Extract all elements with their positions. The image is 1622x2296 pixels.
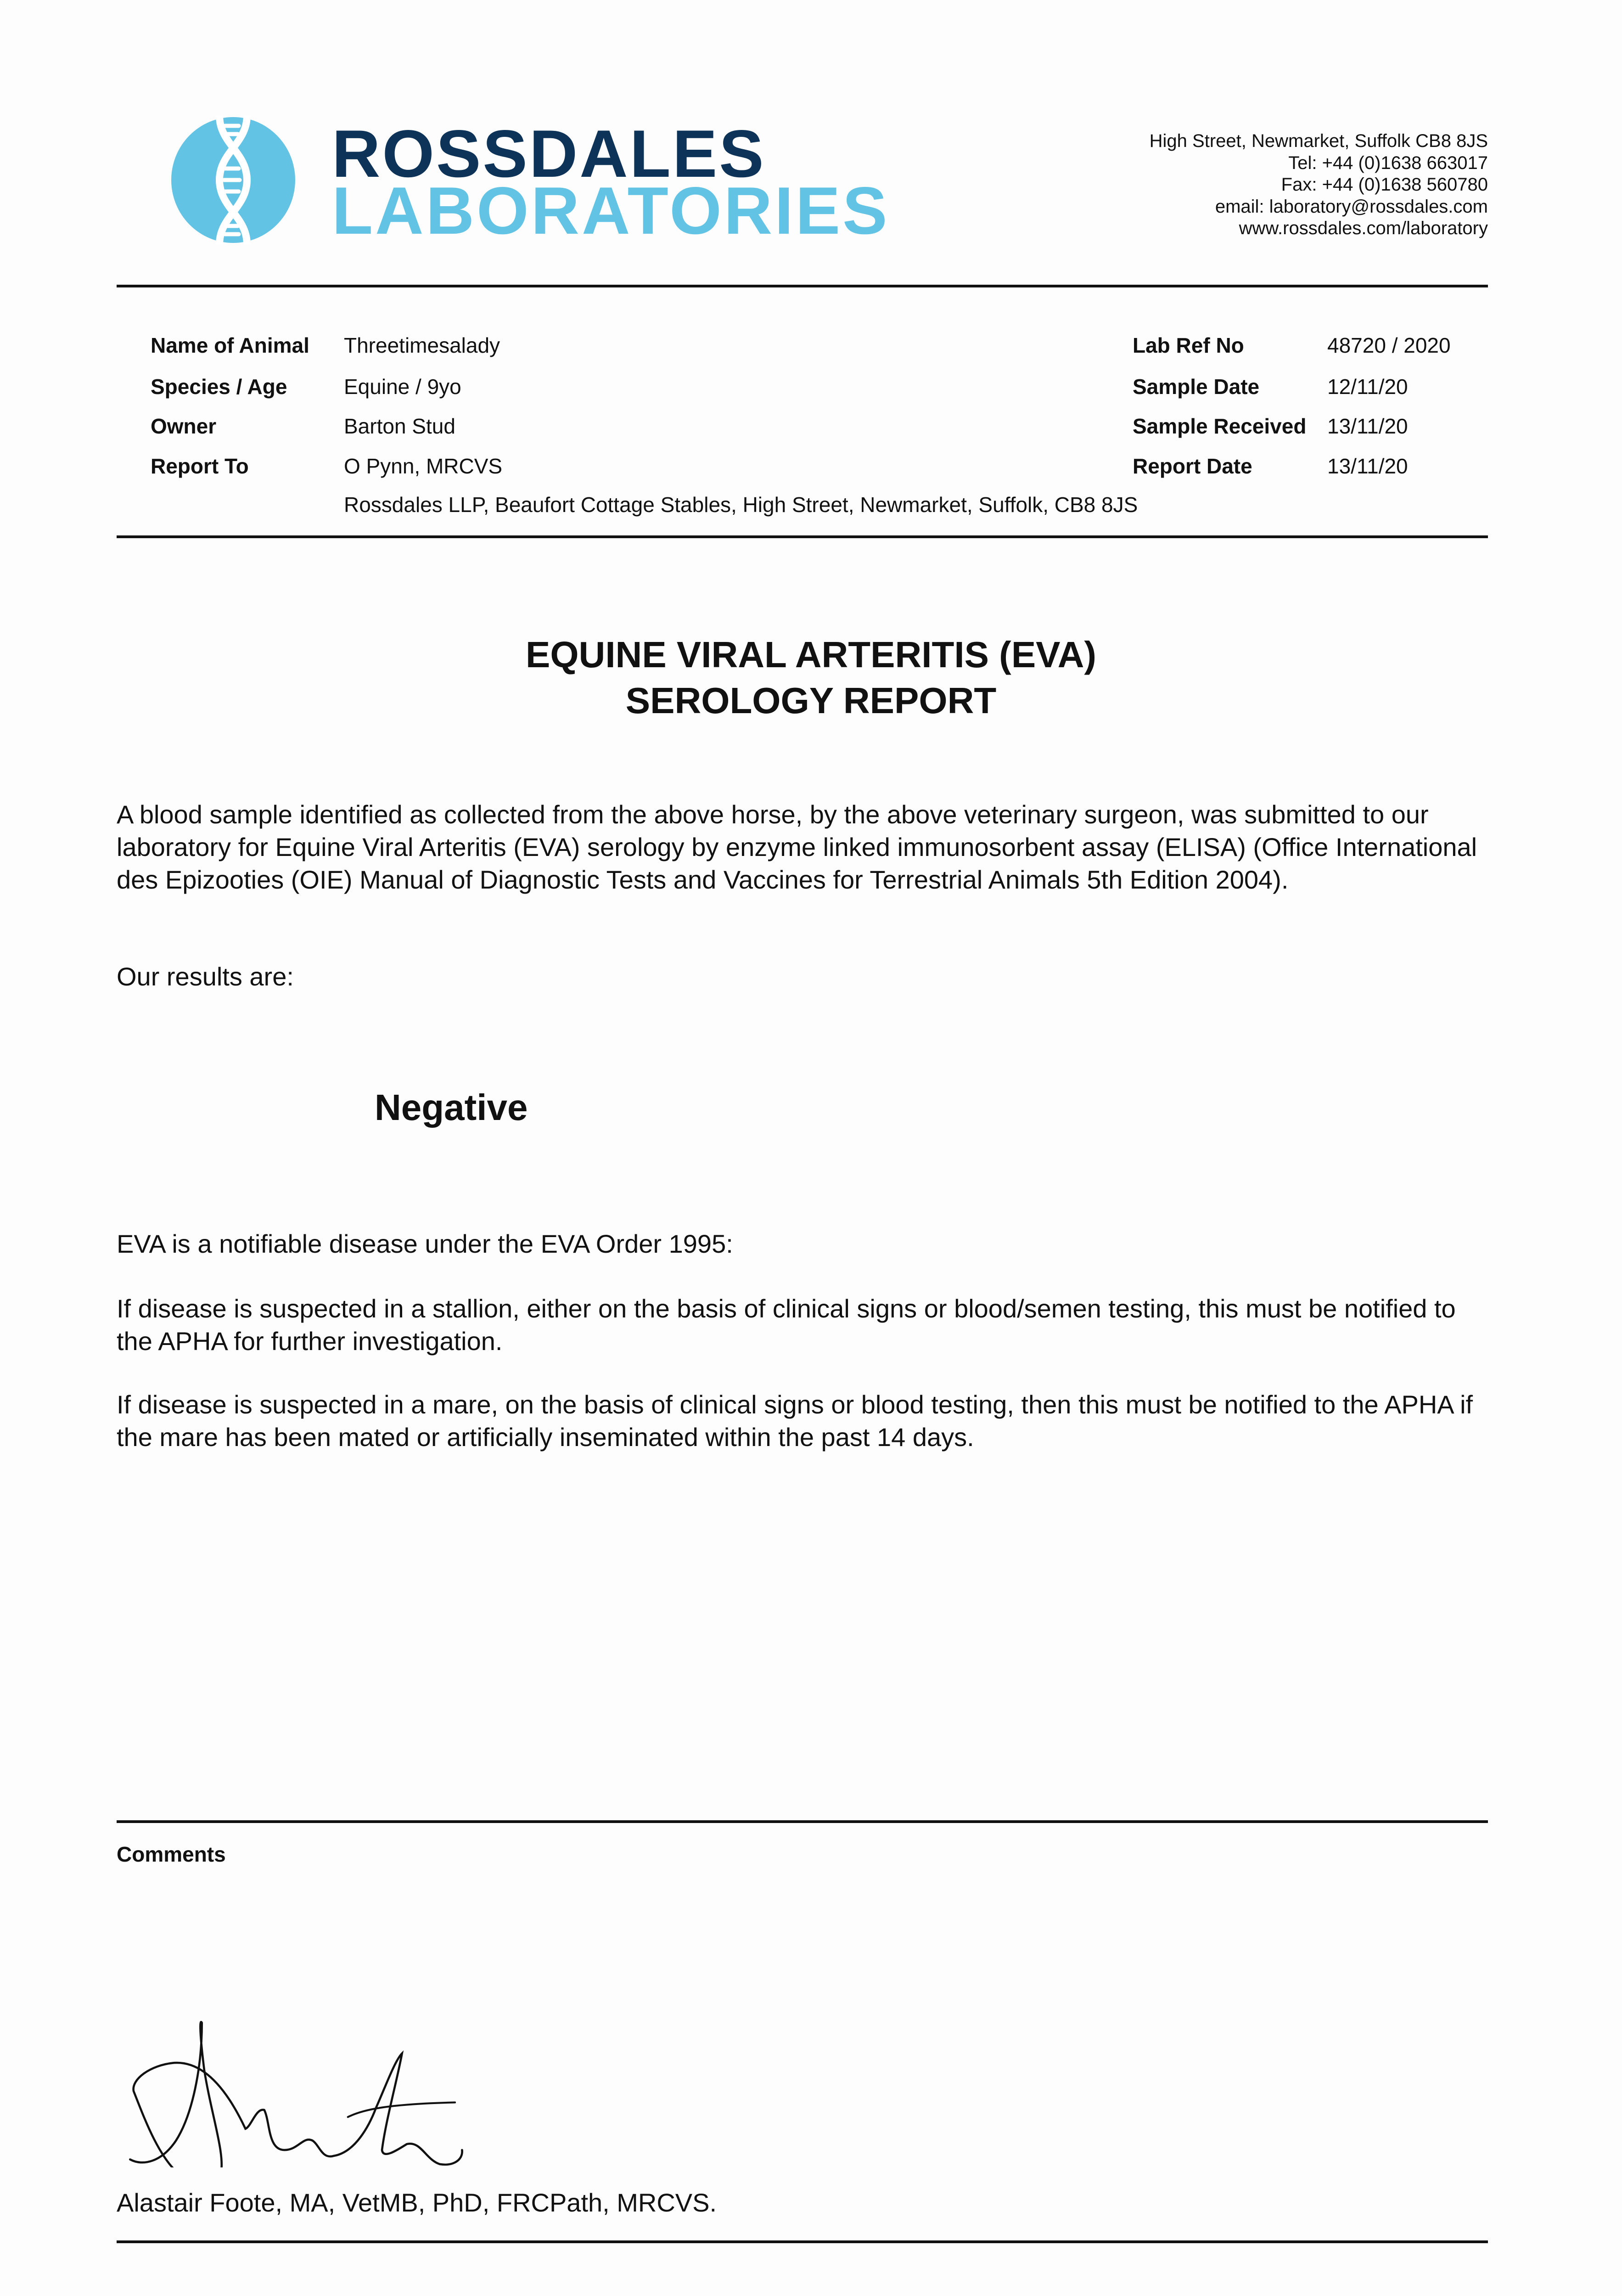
- signatory-name: Alastair Foote, MA, VetMB, PhD, FRCPath, MRCVS.: [117, 2188, 717, 2217]
- detail-value: 13/11/20: [1327, 414, 1408, 438]
- details-divider: [117, 535, 1488, 538]
- detail-value: Barton Stud: [344, 414, 455, 438]
- detail-label: Name of Animal: [151, 333, 309, 357]
- contact-address: High Street, Newmarket, Suffolk CB8 8JS: [1149, 131, 1488, 151]
- header-divider: [117, 285, 1488, 287]
- detail-label: Report To: [151, 454, 249, 478]
- contact-tel: Tel: +44 (0)1638 663017: [1288, 152, 1488, 173]
- brand-name-line2: LABORATORIES: [332, 173, 890, 248]
- notifiable-statement: EVA is a notifiable disease under the EVA Order 1995:: [117, 1229, 733, 1258]
- detail-value: 13/11/20: [1327, 454, 1408, 478]
- contact-block: [1150, 130, 1488, 240]
- dna-helix-icon: [170, 116, 297, 244]
- result-value: Negative: [375, 1087, 528, 1128]
- brand-name-line1: ROSSDALES: [332, 116, 766, 191]
- report-title-line1: EQUINE VIRAL ARTERITIS (EVA): [525, 634, 1097, 675]
- detail-label: Species / Age: [151, 375, 287, 399]
- detail-value: 12/11/20: [1327, 375, 1408, 399]
- stallion-note: If disease is suspected in a stallion, either on the basis of clinical signs or blood/semen testing, this must be notified to the APHA for further investigation.: [117, 1294, 1456, 1356]
- comments-divider: [117, 1820, 1488, 1823]
- report-title-line2: SEROLOGY REPORT: [625, 680, 997, 721]
- results-intro: Our results are:: [117, 962, 294, 991]
- detail-label: Sample Date: [1133, 375, 1260, 399]
- intro-paragraph: A blood sample identified as collected from the above horse, by the above veterinary surgeon, was submitted to our laboratory for Equine Viral Arteritis (EVA) serology by enzyme linked immunosorbent assay (ELISA) (Office International des Epizooties (OIE) Manual of Diagnostic Tests and Vaccines for Terrestrial Animals 5th Edition 2004).: [117, 800, 1477, 894]
- contact-web: www.rossdales.com/laboratory: [1239, 218, 1488, 238]
- detail-label: Sample Received: [1133, 414, 1307, 438]
- detail-value: 48720 / 2020: [1327, 333, 1451, 357]
- detail-value: Threetimesalady: [344, 333, 500, 357]
- signature: [115, 2020, 482, 2167]
- detail-label: Owner: [151, 414, 217, 438]
- report-title: [0, 632, 1622, 724]
- mare-note: If disease is suspected in a mare, on the basis of clinical signs or blood testing, then this must be notified to the APHA if the mare has been mated or artificially inseminated within the past 14 days.: [117, 1390, 1473, 1452]
- detail-label: Lab Ref No: [1133, 333, 1244, 357]
- comments-label: Comments: [117, 1842, 226, 1866]
- detail-label: Report Date: [1133, 454, 1252, 478]
- contact-email: email: laboratory@rossdales.com: [1215, 196, 1488, 217]
- report-to-address: Rossdales LLP, Beaufort Cottage Stables, High Street, Newmarket, Suffolk, CB8 8JS: [344, 493, 1138, 517]
- footer-divider: [117, 2240, 1488, 2243]
- detail-value: O Pynn, MRCVS: [344, 454, 503, 478]
- contact-fax: Fax: +44 (0)1638 560780: [1281, 174, 1488, 195]
- detail-value: Equine / 9yo: [344, 375, 461, 399]
